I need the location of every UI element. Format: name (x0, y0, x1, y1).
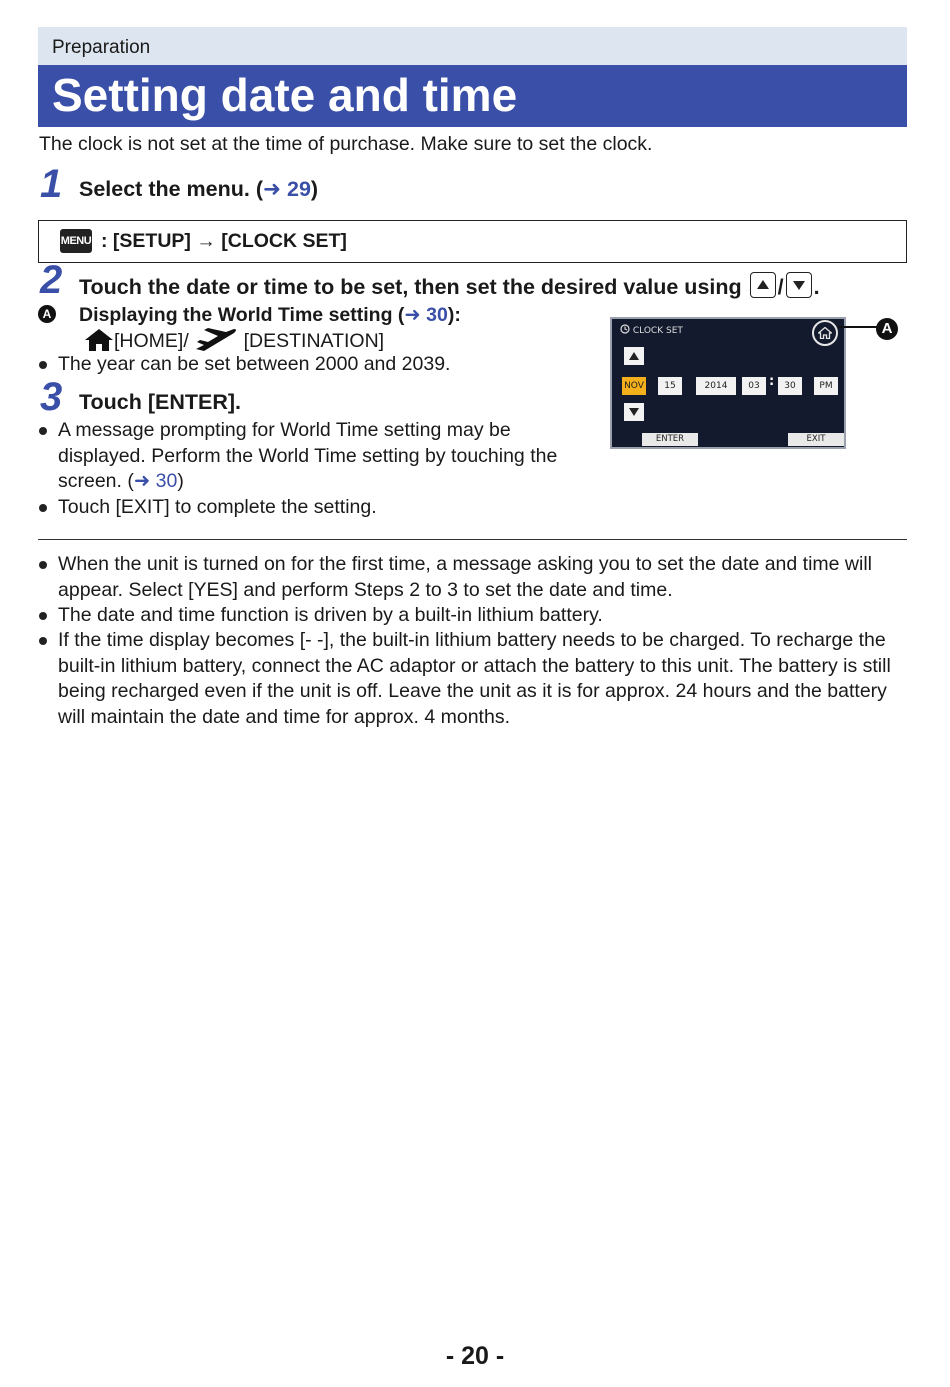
step-2-label: Touch the date or time to be set, then set the desired value using (79, 275, 742, 299)
note-battery: The date and time function is driven by a built-in lithium battery. (58, 604, 603, 626)
year-field[interactable]: 2014 (696, 377, 736, 395)
home-icon (818, 327, 832, 339)
destination-label: [DESTINATION] (243, 330, 385, 352)
minute-field[interactable]: 30 (778, 377, 802, 395)
down-arrow-icon (629, 408, 639, 416)
screen-header (620, 324, 683, 336)
up-arrow-button-icon (750, 272, 776, 298)
ampm-field[interactable]: PM (814, 377, 838, 395)
step-3-bullet-1-line-1: A message prompting for World Time setting may be (58, 419, 511, 441)
menu-icon: MENU (60, 229, 92, 253)
step-2-period: . (813, 275, 820, 299)
value-down-button[interactable] (624, 403, 644, 421)
note-recharge-line-3: being recharged even if the unit is off. Leave the unit as it is for approx. 24 hours and the battery (58, 680, 887, 702)
line-3-post: ) (177, 470, 184, 492)
note-recharge-line-1: If the time display becomes [- -], the built-in lithium battery needs to be charged. To recharge the (58, 629, 886, 651)
section-label: Preparation (52, 37, 151, 58)
note-a-title (79, 303, 461, 327)
hour-field[interactable]: 03 (742, 377, 766, 395)
callout-a-marker: A (876, 318, 898, 340)
step-2-slash: / (777, 275, 784, 299)
menu-path-text: : [SETUP] → [CLOCK SET] (101, 230, 347, 252)
section-header (38, 27, 907, 65)
step-1-page-link[interactable]: ➜ 29 (263, 177, 311, 201)
step-3-bullet-1 (58, 418, 588, 495)
note-a-title-text: Displaying the World Time setting ( (79, 304, 405, 326)
callout-line (838, 326, 878, 328)
time-colon: : (769, 374, 775, 389)
enter-button[interactable]: ENTER (642, 433, 698, 446)
intro-text: The clock is not set at the time of purchase. Make sure to set the clock. (39, 133, 653, 155)
note-a-options (84, 327, 384, 355)
step-1-number: 1 (40, 162, 63, 206)
note-first-time-line-1: When the unit is turned on for the first time, a message asking you to set the date and time will (58, 553, 873, 575)
day-field[interactable]: 15 (658, 377, 682, 395)
home-label: [HOME]/ (114, 330, 189, 352)
home-icon (84, 328, 114, 352)
airplane-icon (194, 327, 238, 353)
clock-icon (620, 324, 630, 334)
step-2-number: 2 (40, 258, 63, 302)
divider (38, 539, 907, 540)
value-up-button[interactable] (624, 347, 644, 365)
step-3-bullet-2: Touch [EXIT] to complete the setting. (58, 496, 377, 518)
screen-title: CLOCK SET (632, 326, 683, 336)
down-arrow-button-icon (786, 272, 812, 298)
step-3-bullet-1-line-2: displayed. Perform the World Time setting by touching the (58, 444, 558, 467)
year-range-note: The year can be set between 2000 and 2039. (58, 353, 451, 375)
up-arrow-icon (629, 352, 639, 360)
month-field[interactable]: NOV (622, 377, 646, 395)
title-banner (38, 65, 907, 127)
note-a-page-link[interactable]: ➜ 30 (404, 304, 448, 326)
step-3-text: Touch [ENTER]. (79, 390, 242, 414)
note-a-close: ): (447, 304, 461, 326)
note-first-time (58, 552, 908, 603)
step-1-close: ) (310, 177, 319, 201)
note-recharge-line-2: built-in lithium battery, connect the AC adaptor or attach the battery to this unit. The battery is still (58, 654, 891, 677)
step-3-bullet-1-line-3 (58, 469, 588, 495)
page-number: - 20 - (445, 1342, 505, 1370)
note-recharge-line-4: will maintain the date and time for approx. 4 months. (58, 705, 510, 728)
step-3-number: 3 (40, 375, 63, 419)
step-3-page-link[interactable]: ➜ 30 (133, 470, 178, 492)
exit-button[interactable]: EXIT (788, 433, 844, 446)
note-recharge (58, 628, 908, 730)
line-3-pre: screen. ( (58, 470, 134, 492)
note-first-time-line-2: appear. Select [YES] and perform Steps 2 to 3 to set the date and time. (58, 578, 673, 601)
clock-set-screen (610, 317, 846, 449)
step-1-text (79, 177, 318, 202)
menu-path-box (38, 220, 907, 263)
step-2-text (79, 272, 820, 300)
circle-a-icon: A (38, 305, 56, 323)
note-a-marker (38, 305, 56, 323)
world-time-home-button[interactable] (812, 320, 838, 346)
page-title: Setting date and time (52, 69, 518, 121)
step-1-label: Select the menu. ( (79, 177, 263, 201)
